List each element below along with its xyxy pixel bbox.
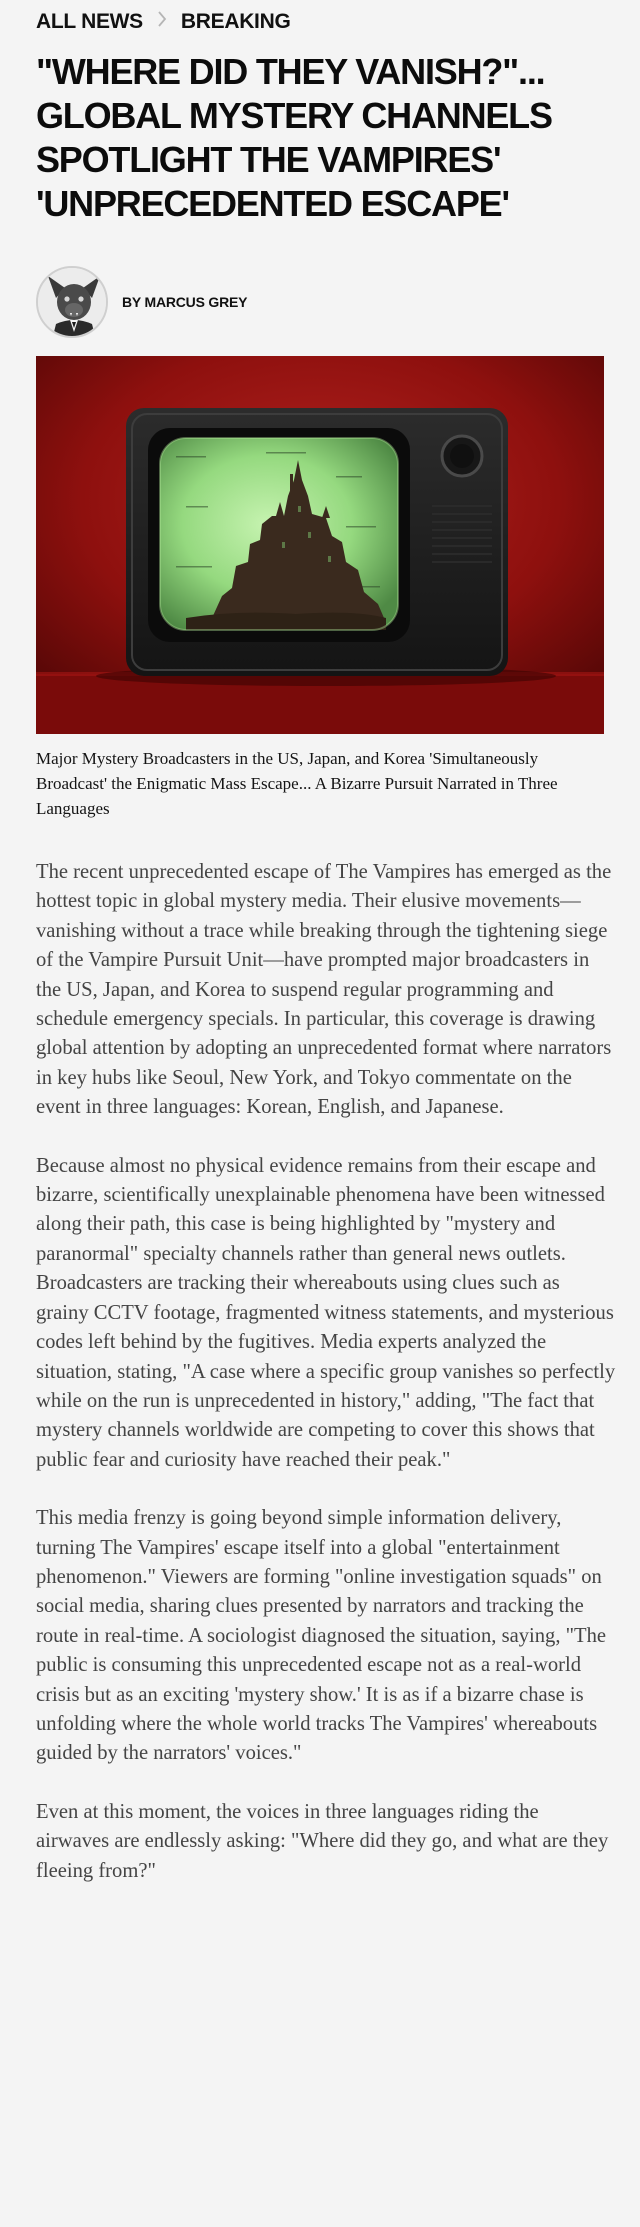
article-headline: "WHERE DID THEY VANISH?"... GLOBAL MYSTERY CHANNELS SPOTLIGHT THE VAMPIRES' 'UNPRECEDENTED ESCAPE': [36, 51, 552, 224]
image-caption: Major Mystery Broadcasters in the US, Japan, and Korea 'Simultaneously Broadcast' the Enigmatic Mass Escape... A Bizarre Pursuit Narrated in Three Languages: [36, 749, 558, 818]
chevron-right-icon: [151, 10, 173, 34]
author-avatar[interactable]: [36, 266, 108, 338]
byline: [36, 266, 247, 338]
body-paragraph: The recent unprecedented escape of The Vampires has emerged as the hottest topic in global mystery media. Their elusive movements—vanishing without a trace while breaking through the tightening siege of the Vampire Pursuit Unit—have prompted major broadcasters in the US, Japan, and Korea to suspend regular programming and schedule emergency specials. In particular, this coverage is drawing global attention by adopting an unprecedented format where narrators in key hubs like Seoul, New York, and Tokyo commentate on the event in three languages: Korean, English, and Japanese.: [36, 861, 612, 1119]
breadcrumb-breaking-link[interactable]: BREAKING: [180, 10, 291, 33]
hero-image: [36, 356, 604, 734]
body-paragraph: This media frenzy is going beyond simple information delivery, turning The Vampires' escape itself into a global "entertainment phenomenon." Viewers are forming "online investigation squads" on social media, sharing clues presented by narrators and tracking the route in real-time. A sociologist diagnosed the situation, saying, "The public is consuming this unprecedented escape not as a real-world crisis but as an exciting 'mystery show.' It is as if a bizarre chase is unfolding where the whole world tracks The Vampires' whereabouts guided by the narrators' voices.": [36, 1507, 607, 1765]
body-paragraph: Because almost no physical evidence remains from their escape and bizarre, scientifically unexplainable phenomena have been witnessed along their path, this case is being highlighted by "mystery and paranormal" specialty channels rather than general news outlets. Broadcasters are tracking their whereabouts using clues such as grainy CCTV footage, fragmented witness statements, and mysterious codes left behind by the fugitives. Media experts analyzed the situation, stating, "A case where a specific group vanishes so perfectly while on the run is unprecedented in history," adding, "The fact that mystery channels worldwide are competing to cover this shows that public fear and curiosity have reached their peak.": [36, 1154, 616, 1471]
body-paragraph: Even at this moment, the voices in three languages riding the airwaves are endlessly asking: "Where did they go, and what are they fleeing from?": [36, 1800, 609, 1882]
retro-tv-illustration: [36, 356, 604, 734]
breadcrumb-all-news-link[interactable]: ALL NEWS: [36, 10, 143, 33]
author-name[interactable]: BY MARCUS GREY: [122, 294, 248, 310]
bat-creature-icon: [38, 268, 108, 338]
breadcrumb: [36, 6, 291, 38]
article-body: [36, 858, 616, 1915]
